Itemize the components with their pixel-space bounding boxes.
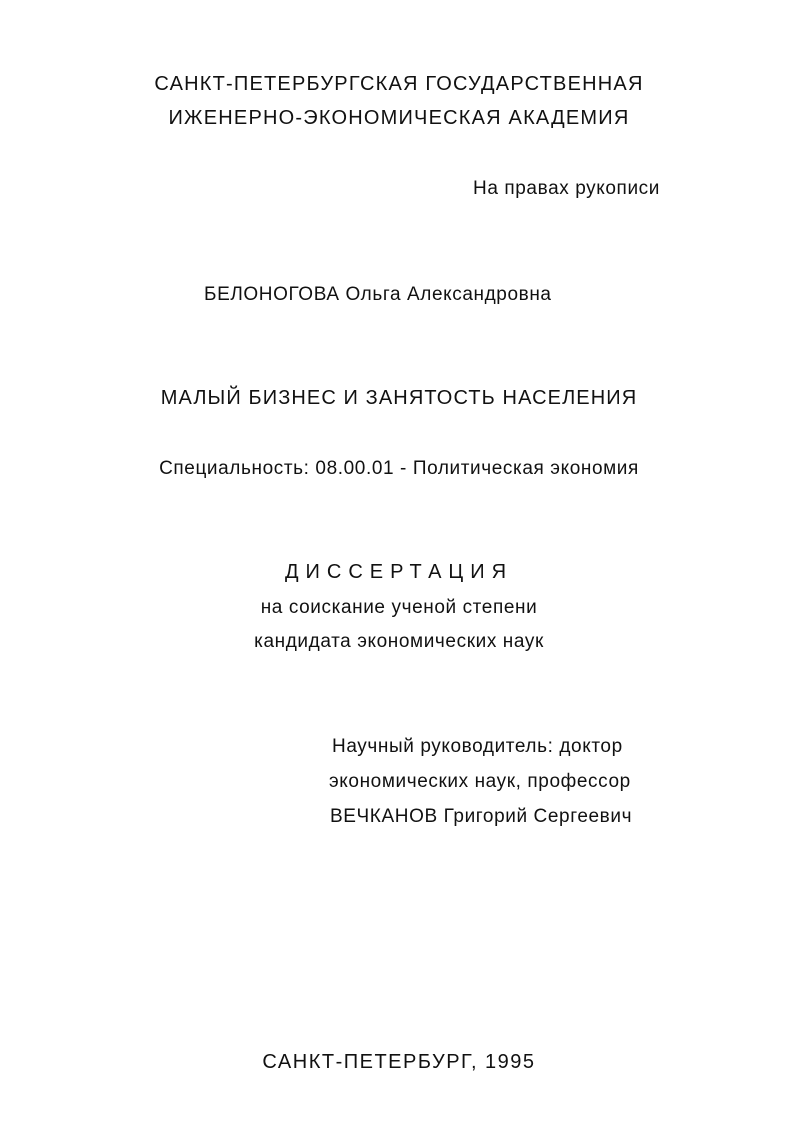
place-year: САНКТ-ПЕТЕРБУРГ, 1995 — [262, 1051, 536, 1073]
supervisor-name: ВЕЧКАНОВ Григорий Сергеевич — [330, 806, 633, 827]
supervisor-line-1: Научный руководитель: доктор — [332, 736, 623, 757]
manuscript-note: На правах рукописи — [473, 178, 660, 199]
specialty: Специальность: 08.00.01 - Политическая экономия — [159, 458, 639, 479]
institution-line-1: САНКТ-ПЕТЕРБУРГСКАЯ ГОСУДАРСТВЕННАЯ — [154, 73, 644, 95]
dissertation-title: МАЛЫЙ БИЗНЕС И ЗАНЯТОСТЬ НАСЕЛЕНИЯ — [160, 387, 638, 409]
degree-line-2: кандидата экономических наук — [254, 631, 544, 652]
institution-line-2: ИЖЕНЕРНО-ЭКОНОМИЧЕСКАЯ АКАДЕМИЯ — [168, 107, 630, 129]
author-name: БЕЛОНОГОВА Ольга Александровна — [204, 284, 552, 305]
document-type: ДИССЕРТАЦИЯ — [284, 561, 514, 583]
supervisor-line-2: экономических наук, профессор — [329, 771, 631, 792]
degree-line-1: на соискание ученой степени — [260, 597, 538, 618]
